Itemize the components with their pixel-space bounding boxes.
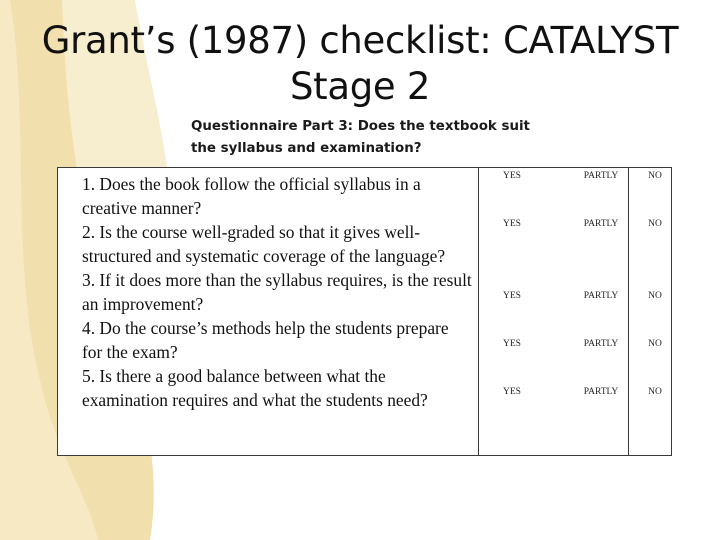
question-3: 3. If it does more than the syllabus requires, is the result an improvement? [82,270,472,314]
answer-no-4[interactable]: NO [648,339,662,349]
answer-partly-2[interactable]: PARTLY [583,219,619,229]
column-divider [628,168,629,455]
answer-partly-1[interactable]: PARTLY [583,171,619,181]
answer-yes-1[interactable]: YES [503,171,521,181]
checklist-table [57,167,672,456]
answer-no-5[interactable]: NO [648,387,662,397]
answer-yes-5[interactable]: YES [503,387,521,397]
answer-yes-3[interactable]: YES [503,291,521,301]
answer-partly-5[interactable]: PARTLY [583,387,619,397]
question-5: 5. Is there a good balance between what the examination requires and what the students need? [82,366,428,410]
questions-cell [58,168,479,455]
answer-no-3[interactable]: NO [648,291,662,301]
answer-partly-3[interactable]: PARTLY [583,291,619,301]
title-line-1: Grant’s (1987) checklist: CATALYST [41,19,679,62]
answer-yes-2[interactable]: YES [503,219,521,229]
subtitle-line-1: Questionnaire Part 3: Does the textbook suit [191,119,530,134]
answer-partly-4[interactable]: PARTLY [583,339,619,349]
answer-yes-4[interactable]: YES [503,339,521,349]
answer-no-1[interactable]: NO [648,171,662,181]
slide-subtitle [191,116,551,160]
question-2: 2. Is the course well-graded so that it gives well-structured and systematic coverage of the language? [82,222,446,266]
subtitle-line-2: the syllabus and examination? [191,141,422,156]
question-4: 4. Do the course’s methods help the students prepare for the exam? [82,318,449,362]
title-line-2: Stage 2 [289,65,431,108]
slide-title [40,18,680,110]
question-1: 1. Does the book follow the official syllabus in a creative manner? [82,174,421,218]
answer-no-2[interactable]: NO [648,219,662,229]
